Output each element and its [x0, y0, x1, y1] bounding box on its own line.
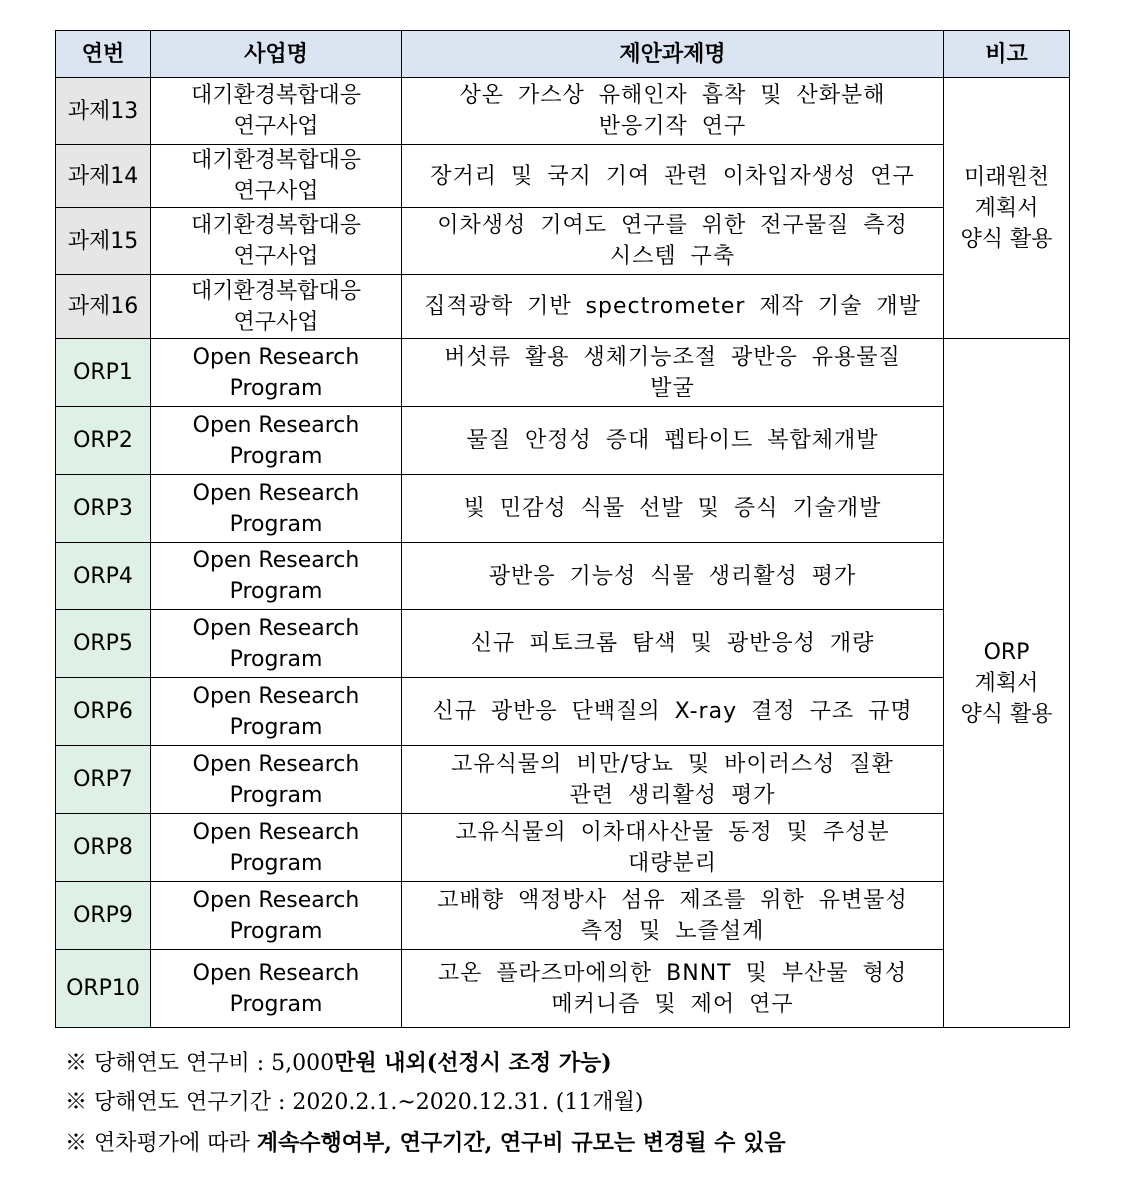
- business-name-line: 연구사업: [233, 309, 319, 335]
- remark-line: 양식 활용: [960, 701, 1053, 727]
- remark-line: 계획서: [974, 195, 1039, 221]
- business-name-cell: [151, 814, 402, 882]
- header-row: [56, 31, 1070, 78]
- business-name-line: Program: [229, 918, 323, 944]
- row-number-cell: ORP8: [56, 814, 151, 882]
- business-name-cell: [151, 610, 402, 678]
- business-name-line: Open Research: [192, 960, 360, 986]
- table-row: [56, 339, 1070, 407]
- table-row: [56, 275, 1070, 339]
- business-name-line: Open Research: [192, 615, 360, 641]
- business-name-line: Program: [229, 714, 323, 740]
- row-number-cell: ORP3: [56, 475, 151, 543]
- project-title-line: 빛 민감성 식물 선발 및 증식 기술개발: [463, 496, 882, 521]
- footnote-evaluation-bold: 계속수행여부, 연구기간, 연구비 규모는 변경될 수 있음: [256, 1130, 786, 1156]
- table-row: [56, 610, 1070, 678]
- project-title-line: 시스템 구축: [609, 244, 736, 269]
- business-name-line: 대기환경복합대응: [190, 148, 362, 173]
- table-row: [56, 746, 1070, 814]
- project-title-line: 메커니즘 및 제어 연구: [551, 991, 794, 1017]
- project-title-line: 반응기작 연구: [598, 114, 747, 139]
- row-number-cell: ORP9: [56, 882, 151, 950]
- business-name-line: Program: [229, 579, 323, 604]
- business-name-line: Open Research: [192, 887, 360, 913]
- row-number-cell: 과제15: [56, 208, 151, 275]
- business-name-line: 연구사업: [233, 114, 319, 139]
- business-name-cell: [151, 78, 402, 145]
- business-name-line: 연구사업: [233, 244, 319, 269]
- project-title-cell: [402, 610, 944, 678]
- table-row: [56, 407, 1070, 475]
- project-title-cell: [402, 78, 944, 145]
- row-number-cell: ORP4: [56, 543, 151, 610]
- project-title-cell: [402, 882, 944, 950]
- business-name-line: Program: [229, 511, 323, 537]
- project-title-cell: [402, 543, 944, 610]
- project-title-line: 버섯류 활용 생체기능조절 광반응 유용물질: [444, 344, 901, 370]
- business-name-line: Open Research: [192, 548, 360, 573]
- table-row: [56, 678, 1070, 746]
- business-name-line: 대기환경복합대응: [190, 83, 362, 108]
- project-title-line: 이차생성 기여도 연구를 위한 전구물질 측정: [437, 213, 908, 238]
- business-name-line: Open Research: [192, 819, 360, 845]
- business-name-cell: [151, 145, 402, 208]
- footnote-evaluation: [65, 1123, 786, 1163]
- project-title-line: 물질 안정성 증대 펩타이드 복합체개발: [466, 428, 879, 453]
- business-name-cell: [151, 950, 402, 1028]
- business-name-cell: [151, 746, 402, 814]
- project-title-line: 장거리 및 국지 기여 관련 이차입자생성 연구: [430, 163, 915, 189]
- footnote-budget-bold: 만원 내외(선정시 조정 가능): [334, 1050, 612, 1076]
- business-name-line: 연구사업: [233, 179, 319, 204]
- business-name-line: 대기환경복합대응: [190, 278, 362, 304]
- row-number-cell: 과제13: [56, 78, 151, 145]
- project-title-cell: [402, 746, 944, 814]
- project-title-line: 고온 플라즈마에의한 BNNT 및 부산물 형성: [437, 960, 908, 986]
- table-row: [56, 145, 1070, 208]
- header-title: 제안과제명: [402, 31, 944, 78]
- project-title-cell: [402, 678, 944, 746]
- project-title-line: 고유식물의 비만/당뇨 및 바이러스성 질환: [451, 751, 894, 777]
- row-number-cell: 과제16: [56, 275, 151, 339]
- project-title-cell: [402, 339, 944, 407]
- header-note: 비고: [944, 31, 1070, 78]
- table-row: [56, 882, 1070, 950]
- row-number-cell: 과제14: [56, 145, 151, 208]
- project-title-line: 대량분리: [627, 850, 717, 876]
- project-title-cell: [402, 475, 944, 543]
- footnote-budget-text: ※ 당해연도 연구비 : 5,000: [65, 1051, 335, 1076]
- project-title-line: 고배향 액정방사 섬유 제조를 위한 유변물성: [437, 887, 908, 913]
- project-title-line: 발굴: [650, 375, 695, 401]
- project-title-line: 신규 피토크롬 탐색 및 광반응성 개량: [470, 631, 875, 656]
- footnote-budget: [65, 1043, 786, 1083]
- row-number-cell: ORP10: [56, 950, 151, 1028]
- table-row: [56, 950, 1070, 1028]
- business-name-line: Open Research: [192, 412, 360, 438]
- project-title-cell: [402, 145, 944, 208]
- business-name-line: Program: [229, 991, 323, 1017]
- project-title-cell: [402, 275, 944, 339]
- business-name-line: Program: [229, 375, 323, 401]
- project-title-line: 집적광학 기반 spectrometer 제작 기술 개발: [424, 294, 921, 319]
- row-number-cell: ORP7: [56, 746, 151, 814]
- business-name-line: Open Research: [192, 480, 360, 506]
- business-name-cell: [151, 678, 402, 746]
- business-name-cell: [151, 208, 402, 275]
- footnote-evaluation-text: ※ 연차평가에 따라: [65, 1131, 257, 1156]
- business-name-line: Open Research: [192, 683, 360, 709]
- project-title-line: 관련 생리활성 평가: [569, 782, 776, 808]
- table-row: [56, 78, 1070, 145]
- business-name-cell: [151, 543, 402, 610]
- remark-cell: [944, 339, 1070, 1028]
- business-name-line: Program: [229, 443, 323, 469]
- row-number-cell: ORP6: [56, 678, 151, 746]
- remark-cell: [944, 78, 1070, 339]
- remark-line: 양식 활용: [960, 226, 1053, 252]
- business-name-line: Program: [229, 850, 323, 876]
- project-title-cell: [402, 407, 944, 475]
- business-name-cell: [151, 475, 402, 543]
- business-name-line: Open Research: [192, 751, 360, 777]
- project-title-line: 측정 및 노즐설계: [580, 918, 765, 944]
- project-title-cell: [402, 950, 944, 1028]
- header-business: 사업명: [151, 31, 402, 78]
- row-number-cell: ORP1: [56, 339, 151, 407]
- table-row: [56, 475, 1070, 543]
- header-no: 연번: [56, 31, 151, 78]
- project-title-line: 광반응 기능성 식물 생리활성 평가: [488, 563, 857, 589]
- business-name-line: Open Research: [192, 344, 360, 370]
- row-number-cell: ORP5: [56, 610, 151, 678]
- business-name-cell: [151, 339, 402, 407]
- business-name-line: Program: [229, 782, 323, 808]
- project-table: [55, 30, 1070, 1028]
- project-title-line: 신규 광반응 단백질의 X-ray 결정 구조 규명: [432, 699, 913, 724]
- business-name-line: Program: [229, 646, 323, 672]
- remark-line: 계획서: [974, 670, 1039, 696]
- remark-line: 미래원천: [963, 164, 1049, 190]
- table-row: [56, 208, 1070, 275]
- row-number-cell: ORP2: [56, 407, 151, 475]
- project-title-cell: [402, 814, 944, 882]
- business-name-cell: [151, 275, 402, 339]
- project-title-line: 고유식물의 이차대사산물 동정 및 주성분: [455, 819, 890, 845]
- project-title-line: 상온 가스상 유해인자 흡착 및 산화분해: [459, 83, 886, 108]
- business-name-line: 대기환경복합대응: [190, 213, 362, 238]
- footnote-period: ※ 당해연도 연구기간 : 2020.2.1.~2020.12.31. (11개월): [65, 1090, 644, 1115]
- table-row: [56, 543, 1070, 610]
- footnotes: [65, 1043, 786, 1163]
- business-name-cell: [151, 882, 402, 950]
- remark-line: ORP: [983, 639, 1030, 665]
- business-name-cell: [151, 407, 402, 475]
- table-row: [56, 814, 1070, 882]
- project-title-cell: [402, 208, 944, 275]
